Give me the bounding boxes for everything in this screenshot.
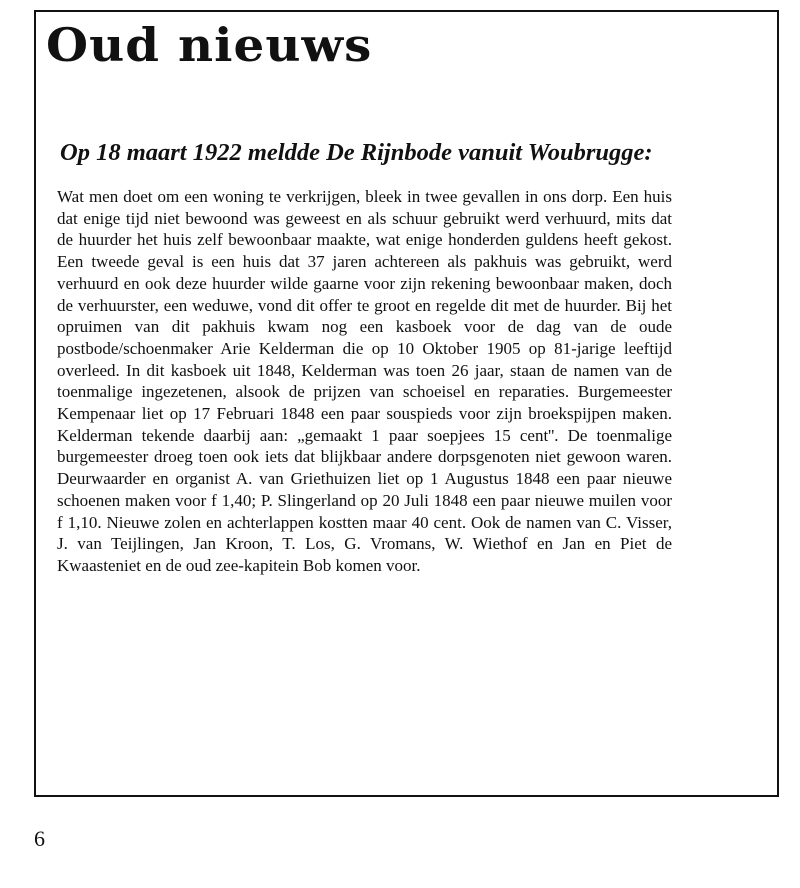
article-subtitle: Op 18 maart 1922 meldde De Rijnbode vanuit Woubrugge: [60,139,653,166]
article-paragraph: Wat men doet om een woning te verkrijgen, bleek in twee gevallen in ons dorp. Een huis dat enige tijd niet bewoond was geweest en als schuur gebruikt werd verhuurd, mits dat de huurder het huis zelf bewoonbaar maakte, wat enige honderden guldens heeft gekost. Een tweede geval is een huis dat 37 jaren achtereen als pakhuis was gebruikt, werd verhuurd en ook deze huurder wilde gaarne voor zijn rekening bewoonbaar maken, doch de verhuurster, een weduwe, vond dit offer te groot en regelde dit met de huurder. Bij het opruimen van dit pakhuis kwam nog een kasboek voor de dag van de oude postbode/schoenmaker Arie Kelderman die op 10 Oktober 1905 op 81-jarige leeftijd overleed. In dit kasboek uit 1848, Kelderman was toen 26 jaar, staan de namen van de toenmalige ingezetenen, alsook de prijzen van schoeisel en reparaties. Burgemeester Kempenaar liet op 17 Februari 1848 een paar souspieds voor zijn broekspijpen maken. Kelderman tekende daarbij aan: „gemaakt 1 paar soepjees 15 cent''. De toenmalige burgemeester droeg toen ook iets dat blijkbaar andere dorpsgenoten niet gewoon waren. Deurwaarder en organist A. van Griethuizen liet op 1 Augustus 1848 een paar nieuwe schoenen maken voor f 1,40; P. Slingerland op 20 Juli 1848 een paar nieuwe muilen voor f 1,10. Nieuwe zolen en achterlappen kostten maar 40 cent. Ook de namen van C. Visser, J. van Teijlingen, Jan Kroon, T. Los, G. Vromans, W. Wiethof en Jan en Piet de Kwaasteniet en de oud zee-kapitein Bob komen voor. [57,187,672,575]
page-number: 6 [34,826,45,851]
article-body [57,186,672,577]
page-title: Oud nieuws [46,18,373,72]
